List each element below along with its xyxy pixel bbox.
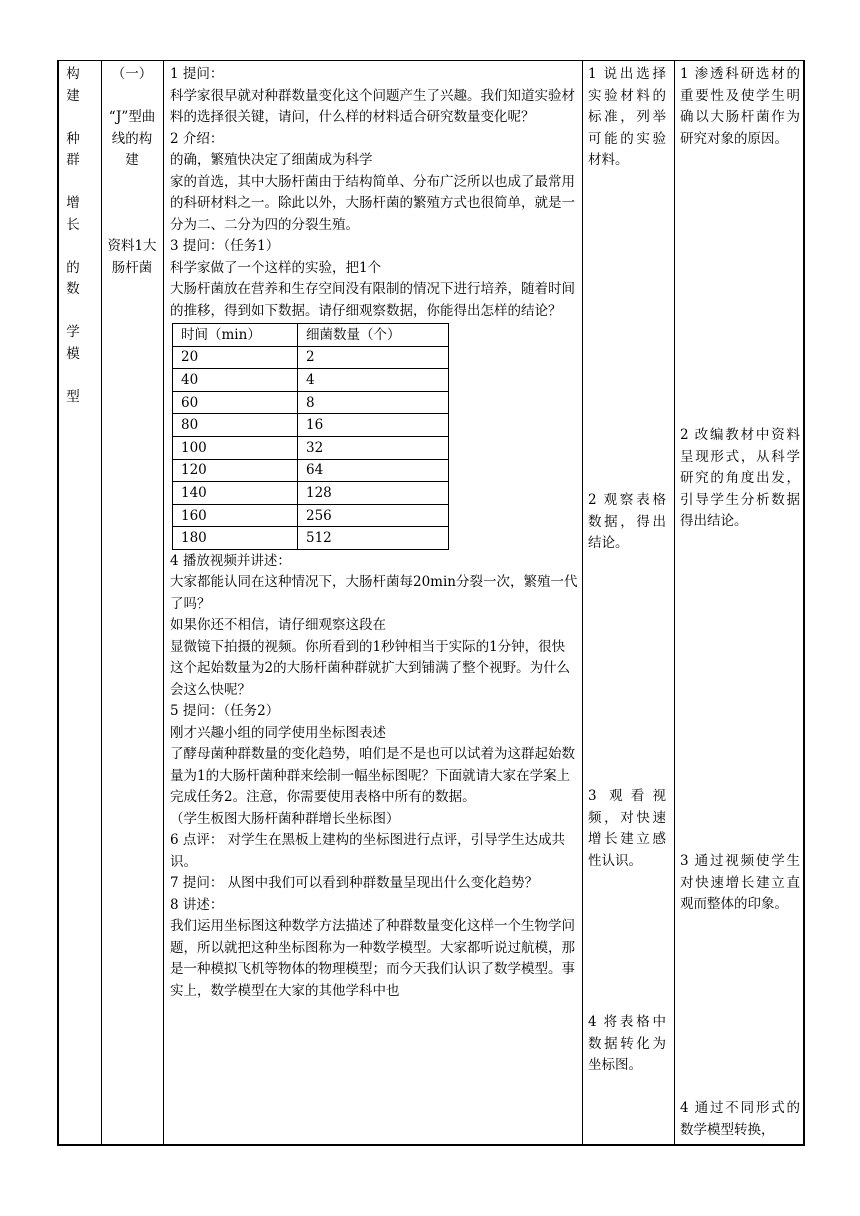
step-2-text: 家的首选，其中大肠杆菌由于结构简单、分布广泛所以也成了最常用的科研材料之一。除此以外，大肠杆菌的繁殖方式也很简单，就是一分为二、二分为四的分裂生殖。 — [170, 173, 575, 233]
step-5-text: 了酵母菌种群数量的变化趋势，咱们是不是也可以试着为这群起始数量为1的大肠杆菌种群来绘制一幅坐标图呢？下面就请大家在学案上完成任务2。注意，你需要使用表格中所有的数据。 — [170, 746, 575, 806]
section-char: 的 — [66, 259, 80, 276]
table-cell: 2 — [298, 346, 449, 369]
section-char: 长 — [66, 216, 80, 233]
student-activity-4: 4 将表格中数据转化为坐标图。 — [588, 1014, 666, 1073]
step-3-label: 3 提问：（任务1） — [170, 238, 280, 254]
step-4-text: 如果你还不相信，请仔细观察这段在 — [170, 617, 386, 634]
part-number: （一） — [111, 66, 153, 82]
table-cell: 128 — [298, 482, 449, 505]
teacher-activity-column — [170, 64, 578, 1002]
section-char — [62, 365, 84, 387]
section-char: 种 — [66, 130, 80, 147]
section-char: 群 — [66, 152, 80, 168]
step-2-label: 2 介绍： — [170, 130, 224, 147]
table-header-row — [173, 324, 449, 347]
subsection-heading: “J”型曲线的构建 — [108, 109, 156, 168]
table-row — [173, 527, 449, 550]
table-cell: 64 — [298, 459, 449, 482]
table-header: 细菌数量（个） — [298, 324, 449, 347]
step-4-label: 4 播放视频并讲述： — [170, 552, 291, 569]
table-cell: 60 — [173, 391, 298, 414]
step-5-label: 5 提问：（任务2） — [170, 703, 280, 720]
table-row — [173, 346, 449, 369]
table-row — [173, 459, 449, 482]
table-row — [173, 391, 449, 414]
table-row — [173, 504, 449, 527]
table-cell: 16 — [298, 414, 449, 437]
section-char: 建 — [66, 87, 80, 104]
step-4-text: 显微镜下拍摄的视频。你所看到的1秒钟相当于实际的1分钟，很快这个起始数量为2的大肠杆菌种群就扩大到铺满了整个视野。为什么会这么快呢？ — [170, 638, 571, 698]
student-activity-2: 2 观察表格数据，得出结论。 — [588, 492, 666, 551]
section-char — [62, 301, 84, 323]
step-4-text: 大家都能认同在这种情况下，大肠杆菌每20min分裂一次，繁殖一代了吗？ — [170, 574, 578, 612]
design-intent-1: 1 渗透科研选材的重要性及使学生明确以大肠杆菌作为研究对象的原因。 — [680, 66, 800, 147]
student-activity-1: 1 说出选择实验材料的标准，列举可能的实验材料。 — [588, 66, 666, 168]
bacteria-data-table — [172, 323, 449, 550]
section-title-column — [62, 64, 84, 408]
table-cell: 512 — [298, 527, 449, 550]
table-row — [173, 436, 449, 459]
section-char: 型 — [66, 388, 80, 405]
step-3-text: 科学家做了一个这样的实验，把1个 — [170, 259, 382, 276]
table-cell: 160 — [173, 504, 298, 527]
step-5-note: （学生板图大肠杆菌种群增长坐标图） — [170, 810, 400, 827]
table-cell: 180 — [173, 527, 298, 550]
step-2-text: 的确，繁殖快决定了细菌成为科学 — [170, 152, 373, 168]
table-cell: 140 — [173, 482, 298, 505]
step-1-label: 1 提问： — [170, 66, 224, 82]
table-cell: 8 — [298, 391, 449, 414]
design-intent-3: 3 通过视频使学生对快速增长建立直观而整体的印象。 — [680, 853, 800, 912]
table-header: 时间（min） — [173, 324, 298, 347]
resource-label: 资料1大肠杆菌 — [107, 238, 157, 276]
section-char — [62, 236, 84, 258]
section-char: 学 — [66, 324, 80, 340]
step-3-text: 大肠杆菌放在营养和生存空间没有限制的情况下进行培养，随着时间的推移，得到如下数据。请仔细观察数据，你能得出怎样的结论？ — [170, 281, 575, 319]
table-cell: 80 — [173, 414, 298, 437]
section-char: 增 — [66, 195, 80, 211]
table-cell: 4 — [298, 369, 449, 392]
step-7-text: 7 提问： 从图中我们可以看到种群数量呈现出什么变化趋势？ — [170, 875, 539, 892]
table-cell: 20 — [173, 346, 298, 369]
step-8-label: 8 讲述： — [170, 896, 224, 913]
table-cell: 100 — [173, 436, 298, 459]
table-row — [173, 482, 449, 505]
step-1-text: 科学家很早就对种群数量变化这个问题产生了兴趣。我们知道实验材料的选择很关键，请问，什么样的材料适合研究数量变化呢？ — [170, 87, 575, 125]
step-6-text: 6 点评： 对学生在黑板上建构的坐标图进行点评，引导学生达成共识。 — [170, 832, 566, 870]
section-char: 模 — [66, 345, 80, 362]
step-8-text: 我们运用坐标图这种数学方法描述了种群数量变化这样一个生物学问题，所以就把这种坐标图称为一种数学模型。大家都听说过航模，那是一种模拟飞机等物体的物理模型；而今天我们认识了数学模型。事实上，数学模型在大家的其他学科中也 — [170, 918, 575, 999]
section-char: 数 — [66, 281, 80, 297]
table-cell: 120 — [173, 459, 298, 482]
subsection-column — [106, 64, 158, 279]
section-char — [62, 172, 84, 194]
section-char: 构 — [66, 66, 80, 82]
step-5-text: 刚才兴趣小组的同学使用坐标图表述 — [170, 724, 386, 741]
design-intent-2: 2 改编教材中资料呈现形式，从科学研究的角度出发，引导学生分析数据得出结论。 — [680, 427, 800, 529]
student-activity-3: 3 观看视频，对快速增长建立感性认识。 — [588, 788, 666, 869]
table-row — [173, 369, 449, 392]
design-intent-4: 4 通过不同形式的数学模型转换， — [680, 1100, 800, 1138]
table-row — [173, 414, 449, 437]
section-char — [62, 107, 84, 129]
table-cell: 40 — [173, 369, 298, 392]
table-cell: 32 — [298, 436, 449, 459]
table-cell: 256 — [298, 504, 449, 527]
